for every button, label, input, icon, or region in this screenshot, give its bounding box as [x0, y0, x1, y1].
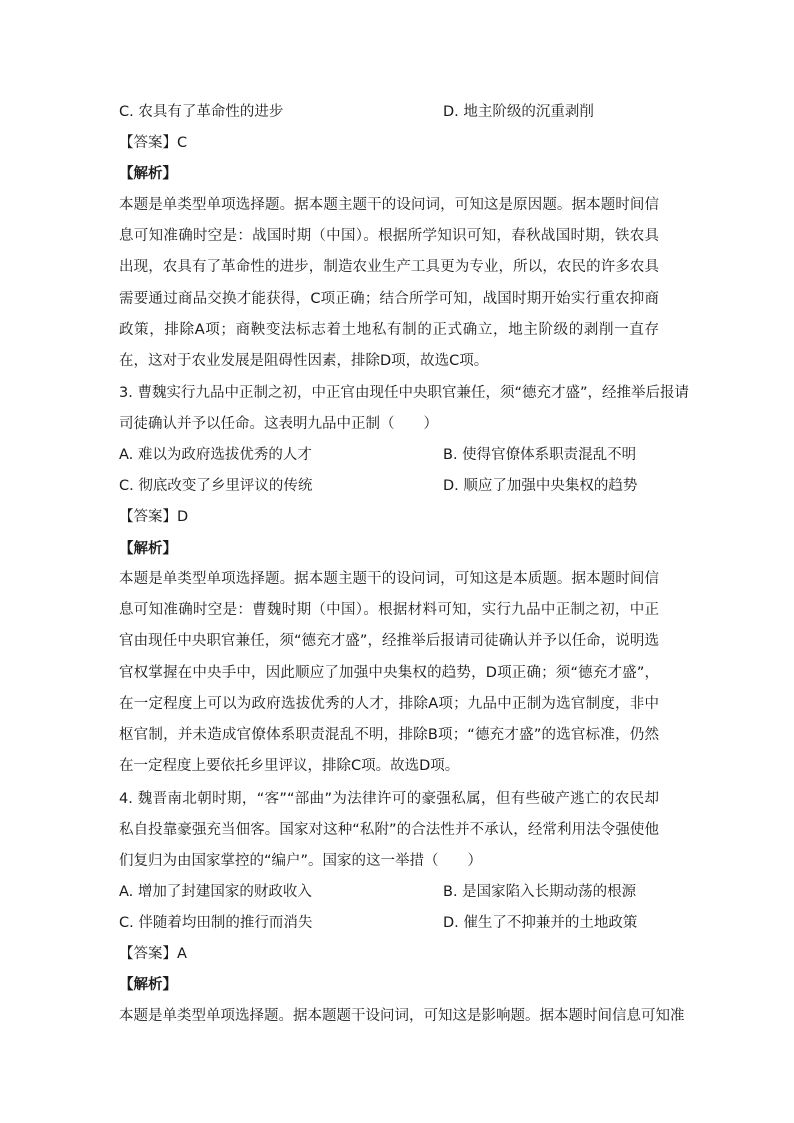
q4-stem: 4. 魏晋南北朝时期，“客”“部曲”为法律许可的豪强私属，但有些破产逃亡的农民却私自投靠豪强充当佃客。国家对这种“私附”的合法性并不承认，经常利用法令强使他们复归为由国家掌控的“编户”。国家的这一举措（ ）	[119, 791, 659, 870]
q2-option-c: C. 农具有了革命性的进步	[119, 104, 284, 120]
q3-option-b: B. 使得官僚体系职责混乱不明	[443, 447, 637, 463]
q3-option-c: C. 彻底改变了乡里评议的传统	[119, 478, 313, 494]
q4-answer: 【答案】A	[119, 946, 187, 962]
q3-stem-line1: 3. 曹魏实行九品中正制之初，中正官由现任中央职官兼任，须“德充才盛”，经推举后报请	[119, 385, 689, 401]
q3-option-d: D. 顺应了加强中央集权的趋势	[443, 478, 638, 494]
q4-analysis-start: 本题是单类型单项选择题。据本题题干设问词，可知这是影响题。据本题时间信息可知准	[119, 1008, 685, 1024]
q2-analysis-label: 【解析】	[119, 166, 177, 182]
q3-analysis: 本题是单类型单项选择题。据本题主题干的设问词，可知这是本质题。据本题时间信息可知准确时空是：曹魏时期（中国）。根据材料可知，实行九品中正制之初，中正官由现任中央职官兼任，须“德充才盛”，经推举后报请司徒确认并予以任命，说明选官权掌握在中央手中，因此顺应了加强中央集权的趋势，D项正确；须“德充才盛”，在一定程度上可以为政府选拔优秀的人才，排除A项；九品中正制为选官制度，非中枢官制，并未造成官僚体系职责混乱不明，排除B项；“德充才盛”的选官标准，仍然在一定程度上要依托乡里评议，排除C项。故选D项。	[119, 571, 659, 775]
q2-option-d: D. 地主阶级的沉重剥削	[443, 104, 594, 120]
q4-option-b: B. 是国家陷入长期动荡的根源	[443, 884, 637, 900]
q4-option-a: A. 增加了封建国家的财政收入	[119, 884, 312, 900]
q4-option-d: D. 催生了不抑兼并的土地政策	[443, 915, 638, 931]
q3-option-a: A. 难以为政府选拔优秀的人才	[119, 447, 312, 463]
q4-analysis-label: 【解析】	[119, 977, 177, 993]
q2-analysis: 本题是单类型单项选择题。据本题主题干的设问词，可知这是原因题。据本题时间信息可知准确时空是：战国时期（中国）。根据所学知识可知，春秋战国时期，铁农具出现，农具有了革命性的进步，制造农业生产工具更为专业，所以，农民的许多农具需要通过商品交换才能获得，C项正确；结合所学可知，战国时期开始实行重农抑商政策，排除A项；商鞅变法标志着土地私有制的正式确立，地主阶级的剥削一直存在，这对于农业发展是阻碍性因素，排除D项，故选C项。	[119, 197, 659, 370]
q2-answer: 【答案】C	[119, 135, 188, 151]
q3-stem-line2: 司徒确认并予以任命。这表明九品中正制（ ）	[119, 416, 438, 432]
q3-analysis-label: 【解析】	[119, 541, 177, 557]
q4-option-c: C. 伴随着均田制的推行而消失	[119, 915, 313, 931]
q3-answer: 【答案】D	[119, 509, 189, 525]
